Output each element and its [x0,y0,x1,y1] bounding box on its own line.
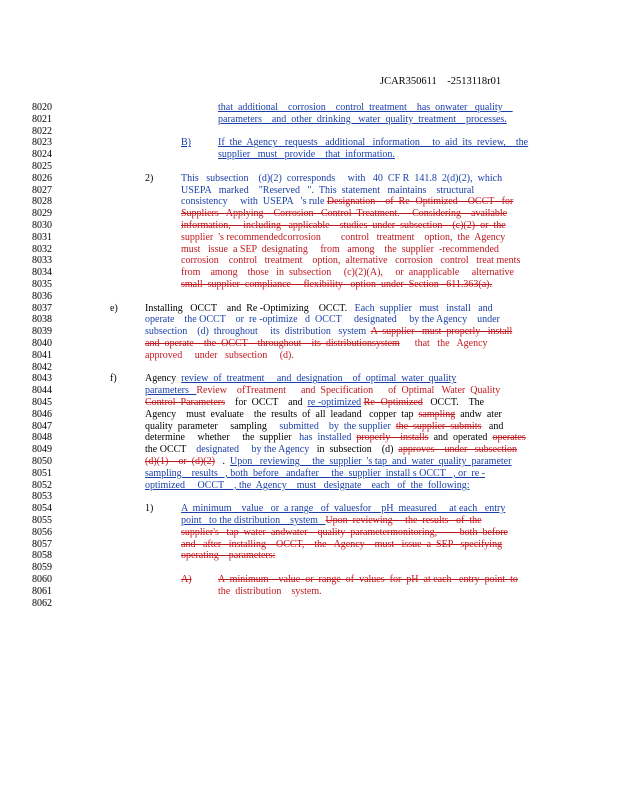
text-line [110,373,117,385]
text-segment: submitted by the supplier [279,420,396,432]
line-number: 8025 [32,161,52,172]
text-line [145,444,517,456]
line-number: 8046 [32,408,52,420]
text-line [181,255,520,267]
line-number: 8026 [32,172,52,184]
text-segment: Control Parameters [145,397,225,408]
text-segment: parameters and other drinking water quality treatment processes. [218,113,507,125]
text-line [218,114,507,126]
text-segment: e) [110,302,118,314]
text-segment: from among those in subsection (c)(2)(A), or anapplicable alternative [181,267,514,279]
text-line [181,574,192,586]
line-number: 8031 [32,231,52,243]
line-number: 8042 [32,361,52,373]
line-number: 8032 [32,243,52,255]
text-segment: supplier must provide that information. [218,149,395,161]
text-line [218,574,518,586]
text-line [145,432,526,444]
text-segment: A supplier must properly install [370,326,513,338]
line-number: 8052 [32,479,52,491]
text-line [181,208,507,220]
line-number: 8056 [32,526,52,538]
text-segment: 2) [145,172,154,184]
text-segment: (d)(1) or (d)(2) [145,456,215,467]
text-segment: Each supplier must install and [354,302,493,314]
line-number: 8029 [32,208,52,220]
line-number: 8020 [32,102,52,113]
line-number: 8057 [32,538,52,550]
text-line [181,527,508,539]
text-segment: 1) [145,503,154,515]
text-line [145,456,511,468]
text-segment: USEPA marked "Reserved ". This statement maintains structural [181,184,475,196]
text-segment: Designation of Re -Optimized OCCT for [326,196,514,208]
text-segment: A) [181,574,192,585]
text-line [181,539,502,551]
text-segment: A minimum value or a range of valuesfor pH measured at each entry [181,503,506,515]
text-segment: parameters [145,385,197,397]
text-line [145,326,512,338]
line-number: 8038 [32,314,52,326]
text-segment: approves under subsection [398,444,517,456]
text-line [181,267,514,279]
line-number: 8054 [32,503,52,515]
text-segment: operates [492,432,526,444]
text-line [145,303,493,315]
text-segment: subsection (d) throughout its distribution system [145,326,371,338]
line-number: 8041 [32,349,52,361]
line-number: 8049 [32,444,52,456]
text-segment: Suppliers Applying Corrosion Control Treatment. Considering available [181,208,508,220]
line-number: 8045 [32,397,52,408]
text-segment: and operated [428,432,493,444]
text-line [145,503,153,515]
text-line [145,314,500,326]
text-segment: supplier's tap water andwater quality parametermonitoring, both before [181,526,508,538]
line-number: 8022 [32,125,52,137]
text-line [145,350,294,362]
text-line [145,385,500,397]
text-line [181,137,191,149]
line-number: 8062 [32,597,52,609]
text-segment: designated by the Agency [196,444,310,456]
text-segment: . [214,456,230,467]
text-line [145,480,469,492]
text-line [181,244,499,256]
text-segment: sampling [418,408,456,420]
text-segment: Re -Optimized [363,397,423,408]
text-line [110,303,118,315]
line-number: 8037 [32,302,52,314]
text-segment: and operate the OCCT throughout its distributionsystem [145,338,400,349]
line-number: 8059 [32,562,52,574]
text-segment: operating parameters: [181,550,276,562]
line-number: 8060 [32,574,52,585]
text-segment: corrosion control treatment option, alternative corrosion control treat ments [181,255,521,267]
text-line [145,409,502,421]
text-line [145,421,503,433]
text-line [181,185,474,197]
text-line [218,586,322,598]
text-segment: that additional corrosion control treatment has onwater quality [218,102,513,113]
text-segment: properly installs [356,432,429,444]
text-segment: in subsection (d) [309,444,399,456]
text-segment: B) [181,137,191,149]
text-line [181,279,492,291]
text-segment: optimized OCCT , the Agency must designate each of the following: [145,479,470,491]
text-line [181,550,275,562]
line-number: 8051 [32,467,52,479]
text-segment: andw ater [455,408,502,420]
line-number: 8027 [32,184,52,196]
text-segment: Upon reviewing the results of the [325,515,482,526]
text-segment: sampling results , both before andafter the supplier install s OCCT , or re - [145,467,486,479]
text-segment: that the Agency [399,338,488,349]
text-segment: re -optimized [307,397,362,408]
text-segment: Upon reviewing the supplier 's tap and water quality parameter [229,456,512,467]
line-number: 8036 [32,290,52,302]
text-line [218,102,513,114]
line-number: 8061 [32,585,52,597]
text-segment: review of treatment and designation of optimal water quality [181,373,457,385]
line-number: 8039 [32,326,52,338]
text-segment: point to the distribution system [181,515,326,526]
line-number: 8053 [32,491,52,503]
text-segment: Installing OCCT and Re -Optimizing OCCT. [145,302,355,314]
text-segment: the distribution system. [218,585,322,597]
line-number: 8043 [32,373,52,385]
text-segment: and after installing OCCT, the Agency must issue a SEP specifying [181,538,503,550]
text-line [145,373,456,385]
line-number: 8034 [32,267,52,279]
text-segment: consistency with USEPA 's rule [181,196,327,208]
line-number: 8040 [32,338,52,349]
text-segment: f) [110,373,117,385]
document-id-header: JCAR350611 -2513118r01 [380,76,502,87]
line-number: 8033 [32,255,52,267]
text-segment: Agency must evaluate the results of all leadand copper tap [145,408,419,420]
text-line [181,196,513,208]
text-line [145,397,484,409]
text-line [181,515,482,527]
text-segment: supplier 's recommendedcorrosion control treatment option, the Agency [181,231,506,243]
line-number: 8044 [32,385,52,397]
text-segment: and [481,420,504,432]
text-segment: has installed [299,432,357,444]
line-number: 8023 [32,137,52,149]
text-segment: approved under subsection (d). [145,349,294,361]
text-line [145,338,488,350]
text-line [218,137,528,149]
text-segment: operate the OCCT or re -optimize d OCCT designated by the Agency under [145,314,500,326]
text-segment: small supplier compliance flexibility option under Section 611.363(a). [181,279,492,290]
text-segment: the supplier submits [395,420,482,432]
text-segment: the OCCT [145,444,197,456]
text-segment: quality parameter sampling [145,420,280,432]
line-number: 8055 [32,515,52,526]
text-line [145,173,153,185]
line-number: 8050 [32,456,52,467]
text-segment: determine whether the supplier [145,432,300,444]
line-number: 8035 [32,279,52,290]
text-segment: for OCCT and [224,397,308,408]
text-segment: Review ofTreatment and Specification of Optimal Water Quality [196,385,501,397]
text-line [181,220,506,232]
text-segment: This subsection (d)(2) corresponds with 40 CF R 141.8 2(d)(2), which [181,172,503,184]
text-line [181,232,505,244]
line-number: 8024 [32,149,52,161]
text-segment: Agency [145,373,182,385]
text-segment: information, including applicable studies under subsection (c)(2) or the [181,220,506,231]
text-line [145,468,485,480]
line-number: 8021 [32,113,52,125]
line-number: 8048 [32,432,52,444]
text-segment: If the Agency requests additional information to aid its review, the [218,137,529,149]
text-line [181,503,505,515]
text-segment: must issue a SEP designating from among the supplier -recommended [181,243,499,255]
text-segment: OCCT. The [422,397,485,408]
line-number: 8028 [32,196,52,208]
line-number: 8030 [32,220,52,231]
text-line [218,149,395,161]
line-number: 8047 [32,420,52,432]
text-line [181,173,502,185]
line-number: 8058 [32,550,52,562]
text-segment: A minimum value or range of values for pH at each entry point to [218,574,518,585]
